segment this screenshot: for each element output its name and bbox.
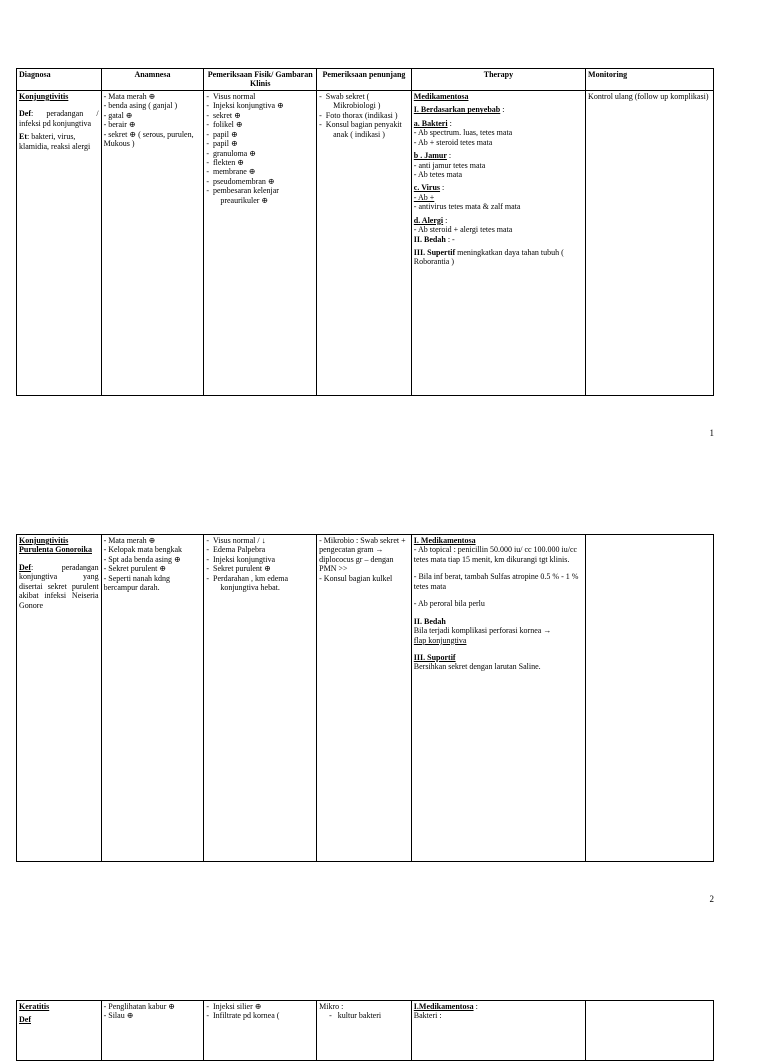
therapy-suportif-label: III. Suportif bbox=[413, 652, 456, 662]
cell-anamnesa bbox=[101, 1001, 204, 1061]
fisik-item: - Visus normal / ↓ bbox=[206, 536, 266, 545]
therapy-bakteri-label: a. Bakteri : bbox=[413, 118, 452, 128]
cell-anamnesa bbox=[101, 90, 204, 395]
page-number: 2 bbox=[709, 894, 714, 904]
therapy-bakteri-item: - Ab spectrum. luas, tetes mata bbox=[413, 128, 513, 138]
diagnosa-def: Def: peradangan / infeksi pd konjungtiva bbox=[19, 109, 99, 128]
anamnesa-item: - Mata merah ⊕ bbox=[103, 536, 156, 545]
table-konjungtivitis bbox=[16, 68, 714, 396]
anamnesa-item: - sekret ⊕ ( serous, purulen, Mukous ) bbox=[103, 129, 194, 149]
table-row bbox=[17, 90, 714, 395]
anamnesa-item: - Sekret purulent ⊕ bbox=[103, 564, 167, 574]
therapy-heading: Medikamentosa bbox=[413, 91, 469, 101]
penunjang-item: - Mikrobio : Swab sekret + pengecatan gram → diplococus gr – dengan PMN >> bbox=[319, 536, 406, 574]
penunjang-item: - kultur bakteri bbox=[329, 1011, 382, 1021]
diagnosa-def-label: Def bbox=[19, 1015, 31, 1025]
fisik-item: - sekret ⊕ bbox=[206, 110, 241, 120]
fisik-item: - pseudomembran ⊕ bbox=[206, 176, 275, 186]
fisik-item: - Visus normal bbox=[206, 91, 256, 101]
cell-pemeriksaan-fisik bbox=[204, 1001, 317, 1061]
header-diagnosa: Diagnosa bbox=[17, 69, 102, 91]
therapy-sulfas: - Bila inf berat, tambah Sulfas atropine 0.5 % - 1 % tetes mata bbox=[413, 572, 579, 591]
anamnesa-item: - Silau ⊕ bbox=[103, 1011, 134, 1021]
diagnosa-title: Keratitis bbox=[19, 1002, 50, 1011]
table-keratitis bbox=[16, 1000, 714, 1061]
fisik-item: - Injeksi konjungtiva ⊕ bbox=[206, 101, 284, 111]
penunjang-item: Mikro : bbox=[319, 1002, 344, 1011]
diagnosa-title: Konjungtivitis bbox=[19, 91, 69, 101]
fisik-item: - pembesaran kelenjar preaurikuler ⊕ bbox=[206, 186, 279, 205]
cell-therapy bbox=[411, 535, 585, 862]
therapy-line: Bakteri : bbox=[413, 1011, 442, 1021]
cell-pemeriksaan-fisik bbox=[204, 90, 317, 395]
anamnesa-item: - Mata merah ⊕ bbox=[103, 91, 156, 101]
cell-pemeriksaan-penunjang bbox=[317, 1001, 412, 1061]
header-anamnesa: Anamnesa bbox=[101, 69, 204, 91]
diagnosa-title: Konjungtivitis Purulenta Gonoroika bbox=[19, 536, 92, 555]
therapy-peroral: - Ab peroral bila perlu bbox=[413, 599, 485, 609]
therapy-jamur-label: b . Jamur : bbox=[413, 151, 452, 161]
penunjang-item: - Foto thorax (indikasi ) bbox=[319, 110, 398, 120]
anamnesa-item: - Kelopak mata bengkak bbox=[103, 545, 183, 555]
fisik-item: - Perdarahan , km edema konjungtiva hebat. bbox=[206, 573, 289, 593]
table-konjungtivitis-gonoroika bbox=[16, 534, 714, 862]
cell-pemeriksaan-penunjang bbox=[317, 90, 412, 395]
cell-therapy bbox=[411, 1001, 585, 1061]
fisik-item: - Sekret purulent ⊕ bbox=[206, 564, 271, 574]
table-header-row bbox=[17, 69, 714, 91]
anamnesa-item: - Penglihatan kabur ⊕ bbox=[103, 1002, 175, 1011]
fisik-item: - Injeksi silier ⊕ bbox=[206, 1002, 262, 1011]
therapy-suportif-text: Bersihkan sekret dengan larutan Saline. bbox=[413, 662, 541, 672]
cell-diagnosa bbox=[17, 1001, 102, 1061]
cell-monitoring: Kontrol ulang (follow up komplikasi) bbox=[586, 90, 714, 395]
therapy-bedah-text: Bila terjadi komplikasi perforasi kornea → bbox=[413, 626, 552, 636]
penunjang-item: - Konsul bagian kulkel bbox=[319, 573, 393, 583]
anamnesa-item: - gatal ⊕ bbox=[103, 110, 133, 120]
cell-monitoring bbox=[586, 535, 714, 862]
therapy-heading: I. Medikamentosa bbox=[413, 536, 476, 545]
header-therapy: Therapy bbox=[411, 69, 585, 91]
anamnesa-item: - Seperti nanah kdng bercampur darah. bbox=[103, 573, 171, 593]
therapy-bakteri-item: - Ab + steroid tetes mata bbox=[413, 137, 493, 147]
diagnosa-def: Def: peradangan konjungtiva yang disertai sekret purulent akibat infeksi Neiseria Gonore bbox=[19, 562, 99, 610]
anamnesa-item: - berair ⊕ bbox=[103, 120, 136, 130]
therapy-jamur-item: - Ab tetes mata bbox=[413, 169, 463, 179]
fisik-item: - membrane ⊕ bbox=[206, 167, 256, 177]
cell-monitoring bbox=[586, 1001, 714, 1061]
therapy-bedah: II. Bedah : - bbox=[413, 234, 455, 244]
fisik-item: - papil ⊕ bbox=[206, 139, 238, 149]
therapy-cause-heading: I. Berdasarkan penyebab : bbox=[413, 105, 505, 115]
cell-diagnosa bbox=[17, 535, 102, 862]
cell-anamnesa bbox=[101, 535, 204, 862]
anamnesa-item: - Spt ada benda asing ⊕ bbox=[103, 554, 181, 564]
cell-pemeriksaan-penunjang bbox=[317, 535, 412, 862]
header-monitoring: Monitoring bbox=[586, 69, 714, 91]
therapy-virus-item: - antivirus tetes mata & zalf mata bbox=[413, 202, 521, 212]
header-pemeriksaan-penunjang: Pemeriksaan penunjang bbox=[317, 69, 412, 91]
therapy-bedah-flap: flap konjungtiva bbox=[413, 635, 467, 645]
fisik-item: - granuloma ⊕ bbox=[206, 148, 256, 158]
fisik-item: - Edema Palpebra bbox=[206, 545, 266, 555]
cell-therapy bbox=[411, 90, 585, 395]
fisik-item: - papil ⊕ bbox=[206, 129, 238, 139]
cell-pemeriksaan-fisik bbox=[204, 535, 317, 862]
page-number: 1 bbox=[709, 428, 714, 438]
header-pemeriksaan-fisik: Pemeriksaan Fisik/ Gambaran Klinis bbox=[204, 69, 317, 91]
diagnosa-etiologi: Et: bakteri, virus, klamidia, reaksi alergi bbox=[19, 132, 91, 151]
table-row bbox=[17, 1001, 714, 1061]
therapy-heading: I.Medikamentosa : bbox=[413, 1002, 478, 1011]
penunjang-item: - Konsul bagian penyakit anak ( indikasi ) bbox=[319, 120, 402, 139]
fisik-item: - flekten ⊕ bbox=[206, 157, 244, 167]
therapy-virus-item: - Ab + bbox=[413, 192, 435, 202]
therapy-virus-label: c. Virus : bbox=[413, 183, 445, 193]
fisik-item: - folikel ⊕ bbox=[206, 120, 243, 130]
fisik-item: - Injeksi konjungtiva bbox=[206, 554, 275, 564]
penunjang-item: - Swab sekret ( Mikrobiologi ) bbox=[319, 91, 381, 111]
therapy-ab-topical: - Ab topical : penicillin 50.000 iu/ cc 100.000 iu/cc tetes mata tiap 15 menit, km dikurangi tgt klinis. bbox=[413, 545, 578, 564]
table-row bbox=[17, 535, 714, 862]
anamnesa-item: - benda asing ( ganjal ) bbox=[103, 101, 178, 111]
cell-diagnosa bbox=[17, 90, 102, 395]
fisik-item: - Infiltrate pd kornea ( bbox=[206, 1011, 280, 1021]
therapy-jamur-item: - anti jamur tetes mata bbox=[413, 160, 486, 170]
therapy-bedah-label: II. Bedah bbox=[413, 616, 446, 626]
therapy-alergi-item: - Ab steroid + alergi tetes mata bbox=[413, 225, 513, 235]
therapy-supertif: III. Supertif meningkatkan daya tahan tubuh ( Roborantia ) bbox=[413, 248, 564, 267]
therapy-alergi-label: d. Alergi : bbox=[413, 215, 448, 225]
